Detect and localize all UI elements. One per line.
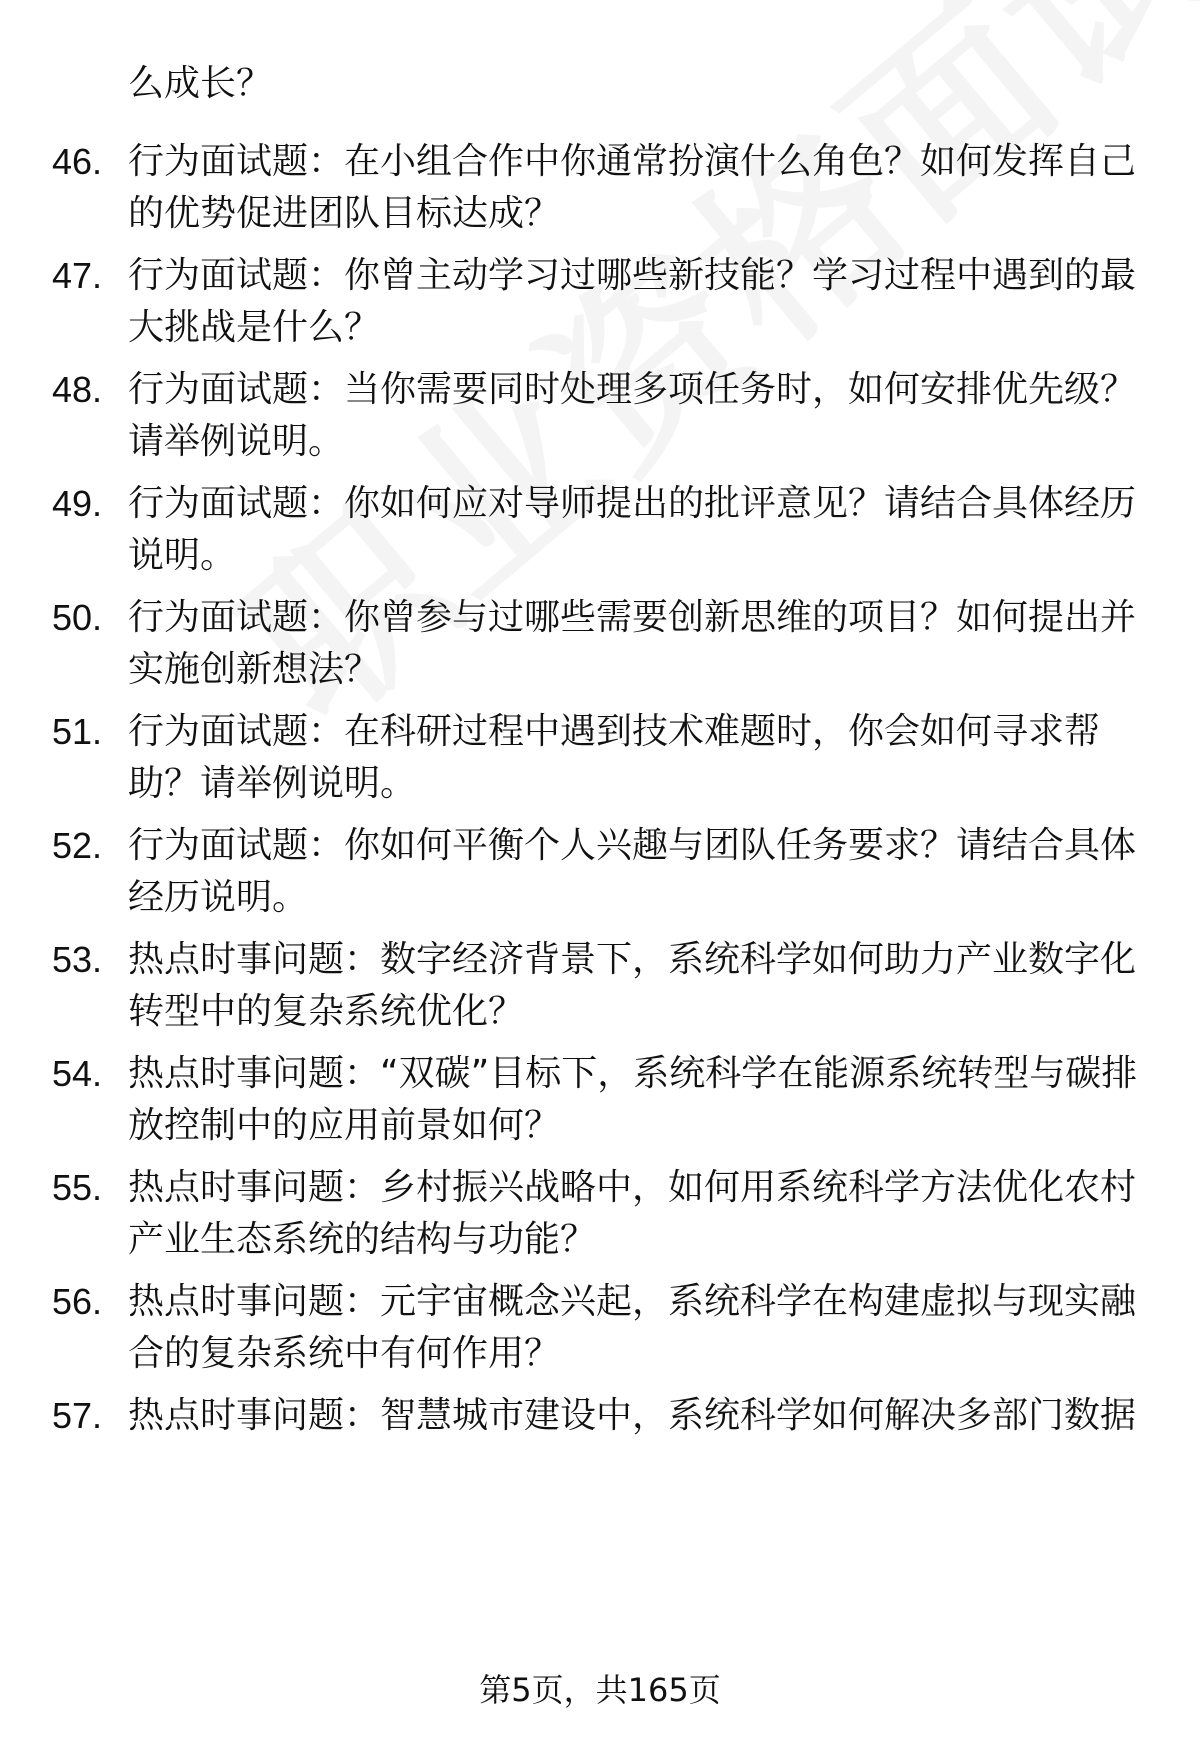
question-text: 热点时事问题：“双碳”目标下，系统科学在能源系统转型与碳排放控制中的应用前景如何？ xyxy=(128,1053,1138,1146)
question-number: 49. xyxy=(52,483,103,524)
continued-text: 么成长？ xyxy=(128,63,273,104)
question-text: 热点时事问题：乡村振兴战略中，如何用系统科学方法优化农村产业生态系统的结构与功能？ xyxy=(128,1167,1137,1260)
question-number: 51. xyxy=(52,711,103,752)
question-text: 行为面试题：你曾参与过哪些需要创新思维的项目？如何提出并实施创新想法？ xyxy=(128,597,1137,690)
question-number: 53. xyxy=(52,939,103,980)
question-number: 54. xyxy=(52,1053,103,1094)
question-number: 57. xyxy=(52,1395,103,1436)
question-number: 47. xyxy=(52,255,103,296)
question-number: 56. xyxy=(52,1281,103,1322)
question-number: 52. xyxy=(52,825,103,866)
question-number: 55. xyxy=(52,1167,103,1208)
question-text: 行为面试题：在科研过程中遇到技术难题时，你会如何寻求帮助？请举例说明。 xyxy=(128,711,1101,804)
page-footer: 第5页，共165页 xyxy=(479,1671,721,1709)
question-number: 50. xyxy=(52,597,103,638)
question-text: 行为面试题：你如何应对导师提出的批评意见？请结合具体经历说明。 xyxy=(128,483,1137,576)
question-text: 行为面试题：你曾主动学习过哪些新技能？学习过程中遇到的最大挑战是什么？ xyxy=(128,255,1137,348)
question-text: 热点时事问题：元宇宙概念兴起，系统科学在构建虚拟与现实融合的复杂系统中有何作用？ xyxy=(128,1281,1137,1374)
question-number: 46. xyxy=(52,141,103,182)
question-text: 行为面试题：在小组合作中你通常扮演什么角色？如何发挥自己的优势促进团队目标达成？ xyxy=(128,141,1137,234)
question-number: 48. xyxy=(52,369,103,410)
question-text: 热点时事问题：数字经济背景下，系统科学如何助力产业数字化转型中的复杂系统优化？ xyxy=(128,939,1137,1032)
question-text: 行为面试题：当你需要同时处理多项任务时，如何安排优先级？请举例说明。 xyxy=(128,369,1137,462)
question-text: 行为面试题：你如何平衡个人兴趣与团队任务要求？请结合具体经历说明。 xyxy=(128,825,1137,918)
question-text: 热点时事问题：智慧城市建设中，系统科学如何解决多部门数据 xyxy=(128,1395,1137,1436)
